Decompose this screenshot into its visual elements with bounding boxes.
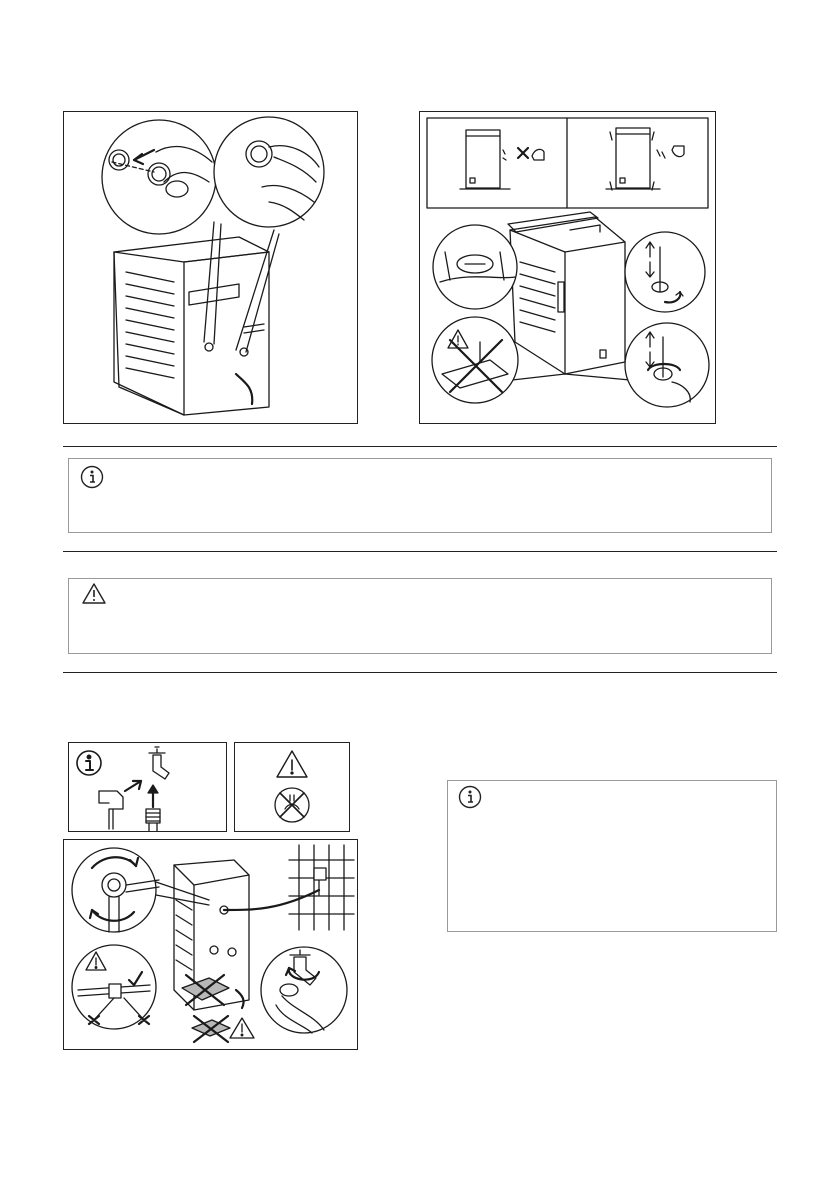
levelling-illustration [420, 112, 715, 423]
water-inlet-info-figure [68, 742, 227, 832]
water-inlet-info-illustration [69, 743, 226, 831]
levelling-figure [419, 111, 716, 424]
info-icon [80, 465, 104, 489]
section-divider [63, 551, 777, 552]
info-note-box [68, 458, 772, 533]
warning-note-box [68, 578, 772, 654]
info-icon [458, 785, 482, 809]
info-note-box [447, 780, 777, 932]
warning-icon [81, 582, 107, 606]
water-inlet-warning-illustration [235, 743, 349, 831]
section-divider [63, 446, 777, 447]
water-inlet-connection-figure [63, 839, 358, 1050]
section-divider [63, 672, 777, 673]
transit-bolt-illustration [64, 112, 357, 423]
transit-bolt-removal-figure [63, 111, 358, 424]
water-inlet-connection-illustration [64, 840, 357, 1049]
water-inlet-warning-figure [234, 742, 350, 832]
